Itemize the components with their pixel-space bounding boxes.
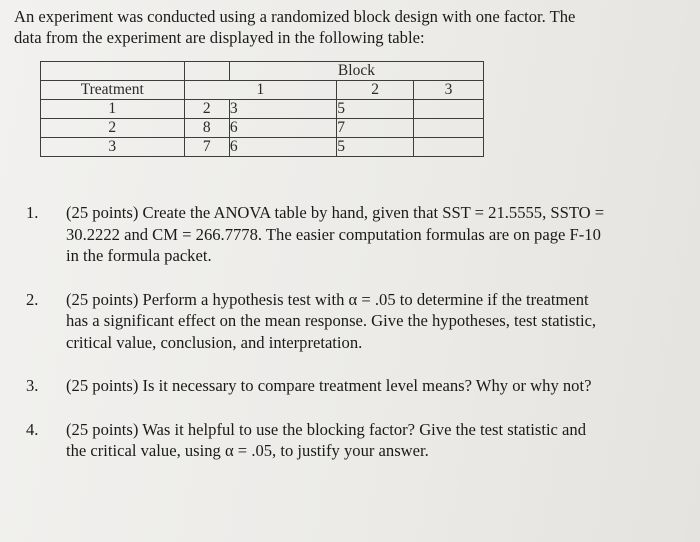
table-row [41,119,484,138]
question-line: 30.2222 and CM = 266.7778. The easier computation formulas are on page F-10 [66,224,601,244]
question-number: 2. [26,289,39,309]
value-cell: 8 [184,119,229,138]
block-label-2: 2 [337,81,414,100]
table-row [41,138,484,157]
empty-cell [414,100,484,119]
experiment-data-table [40,61,484,157]
question-line: has a significant effect on the mean response. Give the hypotheses, test statistic, [66,311,597,330]
question-line: (25 points) Create the ANOVA table by hand, given that SST = 21.5555, SSTO = [66,203,605,222]
question-list [26,202,686,484]
question-line: critical value, conclusion, and interpretation. [66,332,363,352]
treatment-cell: 2 [41,119,185,138]
question-number: 1. [26,203,39,222]
value-cell: 3 [229,100,336,119]
question-line: (25 points) Is it necessary to compare treatment level means? Why or why not? [66,376,592,395]
table-corner-cell-2 [184,62,229,81]
intro-paragraph [14,6,690,48]
treatment-cell: 1 [41,100,185,119]
value-cell: 7 [337,119,414,138]
value-cell: 6 [229,119,336,138]
intro-line-1: An experiment was conducted using a randomized block design with one factor. The [14,7,576,26]
table-header-row-labels [41,81,484,100]
treatment-header: Treatment [41,81,185,100]
block-label-3: 3 [414,81,484,100]
table-header-row-block [41,62,484,81]
value-cell: 7 [184,138,229,157]
empty-cell [414,138,484,157]
question-item [26,202,686,267]
block-label-1: 1 [184,81,337,100]
intro-line-2: data from the experiment are displayed in the following table: [14,28,425,47]
question-number: 4. [26,419,39,439]
question-line: in the formula packet. [66,246,212,265]
treatment-cell: 3 [41,138,185,157]
table-corner-cell [41,62,185,81]
value-cell: 5 [337,138,414,157]
question-line: the critical value, using α = .05, to justify your answer. [66,441,429,460]
question-number: 3. [26,376,39,395]
table-row [41,100,484,119]
empty-cell [414,119,484,138]
question-item [26,289,686,354]
question-line: (25 points) Was it helpful to use the blocking factor? Give the test statistic and [66,419,587,439]
block-header: Block [229,62,483,81]
value-cell: 6 [229,138,336,157]
value-cell: 5 [337,100,414,119]
value-cell: 2 [184,100,229,119]
question-item [26,375,686,397]
question-line: (25 points) Perform a hypothesis test with α = .05 to determine if the treatment [66,289,589,309]
question-item [26,419,686,462]
